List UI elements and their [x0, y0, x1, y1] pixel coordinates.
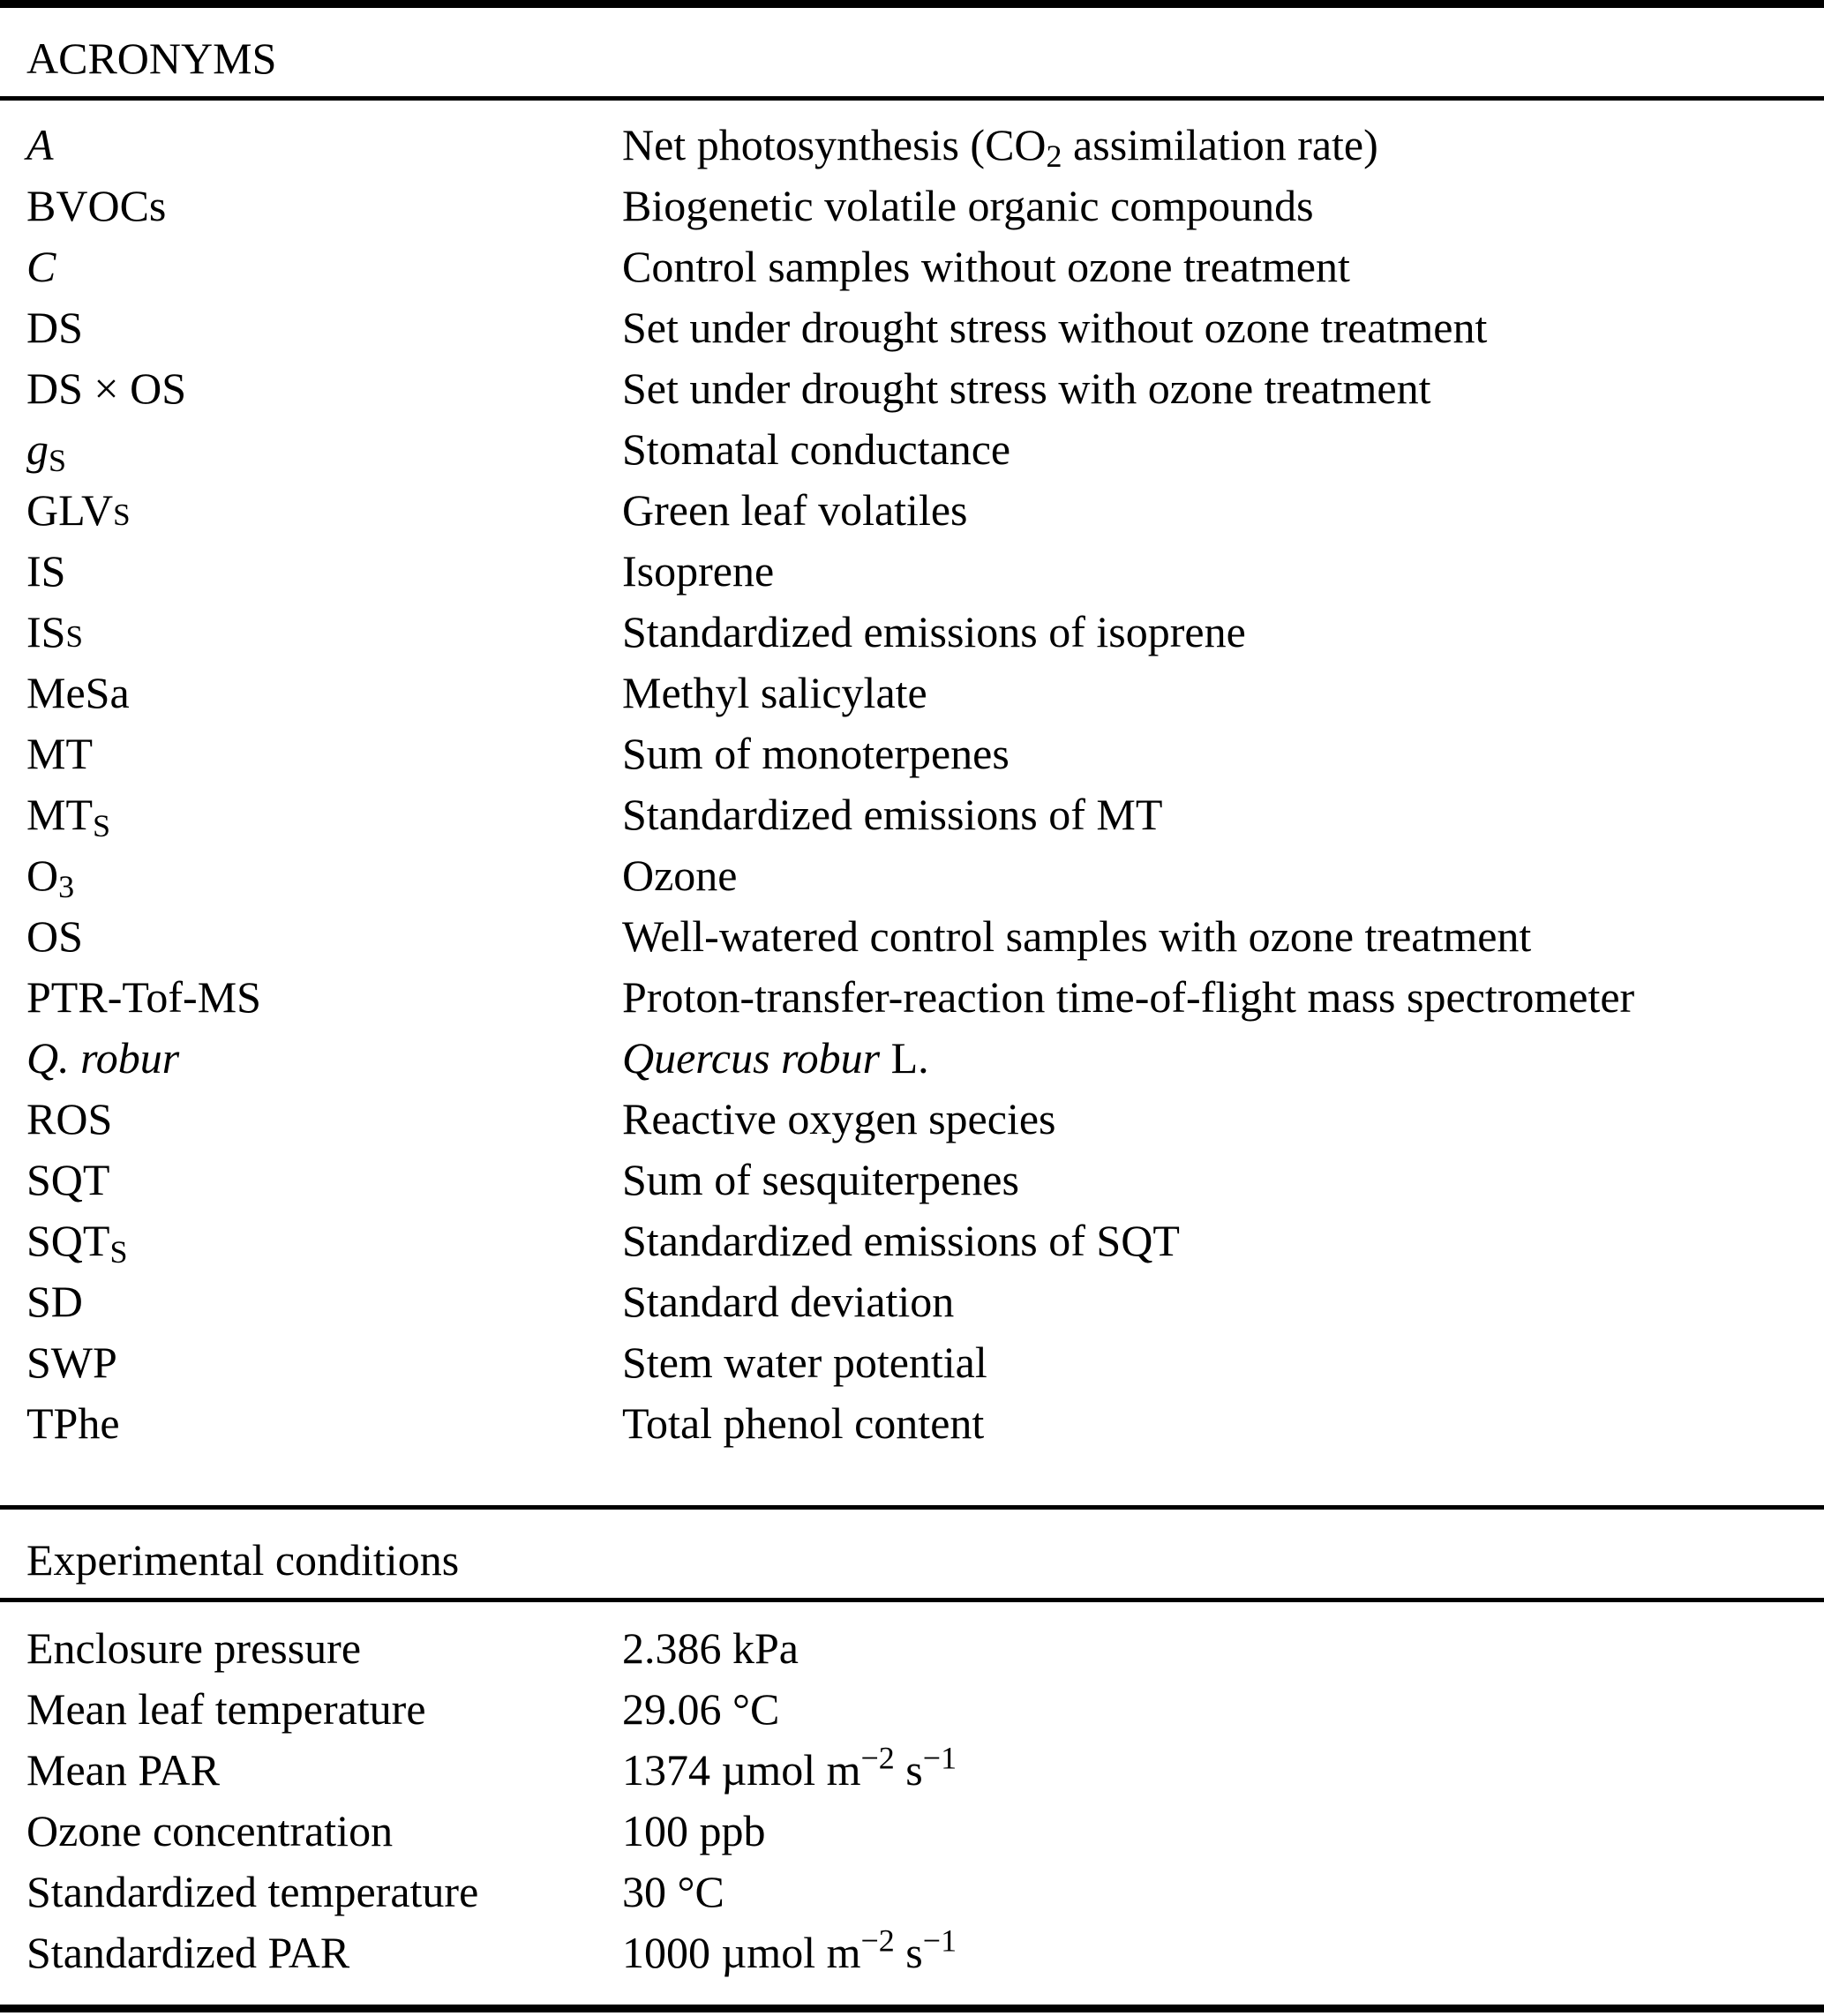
acronym-row [26, 176, 1815, 236]
text-segment: Standardized PAR [26, 1928, 350, 1977]
acronym-definition [622, 1089, 1815, 1150]
text-segment: s [65, 607, 83, 656]
acronym-definition [622, 176, 1815, 236]
text-segment: MT [26, 790, 93, 839]
text-segment: MT [26, 729, 93, 778]
acronym-definition [622, 723, 1815, 784]
text-segment: SQT [26, 1216, 110, 1265]
text-segment: assimilation rate) [1062, 120, 1378, 169]
text-segment: Standardized temperature [26, 1867, 479, 1916]
text-segment: O [26, 851, 59, 900]
acronym-row [26, 1393, 1815, 1454]
condition-label [26, 1922, 622, 1983]
acronym-definition [622, 358, 1815, 419]
text-segment: Sum of monoterpenes [622, 729, 1010, 778]
text-segment: Methyl salicylate [622, 668, 927, 717]
acronym-row [26, 602, 1815, 663]
text-segment: DS [26, 303, 83, 352]
text-segment: Isoprene [622, 546, 775, 596]
condition-row [26, 1922, 1815, 1983]
text-segment: 3 [58, 868, 75, 904]
acronym-row [26, 663, 1815, 723]
text-segment: 2.386 kPa [622, 1623, 799, 1673]
text-segment: DS × OS [26, 363, 187, 413]
text-segment: 100 ppb [622, 1806, 766, 1855]
text-segment: Reactive oxygen species [622, 1094, 1056, 1143]
text-segment: Proton-transfer-reaction time-of-flight mass spectrometer [622, 972, 1635, 1022]
text-segment: Mean PAR [26, 1745, 221, 1795]
top-rule [0, 0, 1824, 8]
acronym-definition [622, 602, 1815, 663]
text-segment: GLV [26, 485, 114, 535]
text-segment: Total phenol content [622, 1398, 985, 1448]
text-segment: L. [880, 1033, 929, 1083]
text-segment: SD [26, 1277, 83, 1326]
acronym-abbr [26, 1150, 622, 1210]
acronym-abbr [26, 115, 622, 176]
text-segment: Sum of sesquiterpenes [622, 1155, 1019, 1204]
text-segment: MeSa [26, 668, 130, 717]
acronym-abbr [26, 480, 622, 541]
text-segment: 30 °C [622, 1867, 724, 1916]
text-segment: Quercus robur [622, 1033, 881, 1083]
text-segment: Stomatal conductance [622, 424, 1011, 474]
condition-value [622, 1740, 1815, 1801]
text-segment: Standardized emissions of SQT [622, 1216, 1180, 1265]
text-segment: −1 [922, 1740, 957, 1776]
acronym-row [26, 358, 1815, 419]
text-segment: 1374 µmol m [622, 1745, 861, 1795]
acronym-abbr [26, 1332, 622, 1393]
bottom-rule [0, 2005, 1824, 2012]
text-segment: BVOCs [26, 181, 167, 230]
condition-row [26, 1618, 1815, 1679]
condition-row [26, 1740, 1815, 1801]
condition-value [622, 1922, 1815, 1983]
acronym-definition [622, 115, 1815, 176]
acronym-row [26, 845, 1815, 906]
condition-label [26, 1862, 622, 1922]
acronyms-section-title: ACRONYMS [26, 34, 277, 83]
text-segment: C [26, 242, 56, 291]
text-segment: s [113, 485, 131, 535]
acronym-definition [622, 480, 1815, 541]
acronym-definition [622, 784, 1815, 845]
acronym-abbr [26, 602, 622, 663]
text-segment: IS [26, 546, 66, 596]
acronym-row [26, 1271, 1815, 1332]
acronym-definition [622, 1150, 1815, 1210]
text-segment: Mean leaf temperature [26, 1684, 426, 1734]
acronym-definition [622, 297, 1815, 358]
text-segment: IS [26, 607, 66, 656]
text-segment: Ozone concentration [26, 1806, 394, 1855]
text-segment: SWP [26, 1338, 117, 1387]
acronym-abbr [26, 236, 622, 297]
acronym-abbr [26, 845, 622, 906]
condition-row [26, 1862, 1815, 1922]
text-segment: S [109, 1233, 128, 1270]
acronym-definition [622, 1271, 1815, 1332]
acronym-row [26, 236, 1815, 297]
text-segment: TPhe [26, 1398, 120, 1448]
acronym-row [26, 541, 1815, 602]
text-segment: Q. robur [26, 1033, 180, 1083]
text-segment: ROS [26, 1094, 113, 1143]
acronym-row [26, 297, 1815, 358]
text-segment: OS [26, 911, 83, 961]
text-segment: S [93, 807, 111, 843]
text-segment: Well-watered control samples with ozone treatment [622, 911, 1532, 961]
conditions-list [0, 1602, 1824, 2005]
text-segment: Control samples without ozone treatment [622, 242, 1350, 291]
acronym-definition [622, 967, 1815, 1028]
condition-value [622, 1618, 1815, 1679]
acronym-abbr [26, 723, 622, 784]
text-segment: g [26, 424, 49, 474]
conditions-section-title: Experimental conditions [26, 1535, 460, 1585]
acronym-definition [622, 1332, 1815, 1393]
text-segment: Ozone [622, 851, 738, 900]
acronym-abbr [26, 1393, 622, 1454]
acronym-row [26, 906, 1815, 967]
acronym-abbr [26, 1210, 622, 1271]
condition-row [26, 1679, 1815, 1740]
text-segment: Set under drought stress with ozone treatment [622, 363, 1431, 413]
acronym-row [26, 480, 1815, 541]
acronym-row [26, 1089, 1815, 1150]
text-segment: −1 [922, 1922, 957, 1959]
acronym-abbr [26, 1271, 622, 1332]
acronym-abbr [26, 906, 622, 967]
text-segment: −2 [860, 1740, 895, 1776]
text-segment: 1000 µmol m [622, 1928, 861, 1977]
acronym-abbr [26, 1028, 622, 1089]
text-segment: s [894, 1745, 923, 1795]
text-segment: Standardized emissions of MT [622, 790, 1163, 839]
condition-label [26, 1740, 622, 1801]
acronym-abbr [26, 967, 622, 1028]
acronym-row [26, 1332, 1815, 1393]
text-segment: 29.06 °C [622, 1684, 780, 1734]
text-segment: Green leaf volatiles [622, 485, 968, 535]
acronym-row [26, 784, 1815, 845]
acronym-definition [622, 236, 1815, 297]
text-segment: S [49, 442, 67, 478]
acronym-definition [622, 1393, 1815, 1454]
acronym-abbr [26, 541, 622, 602]
acronym-row [26, 967, 1815, 1028]
text-segment: Standardized emissions of isoprene [622, 607, 1246, 656]
acronym-row [26, 723, 1815, 784]
acronym-definition [622, 663, 1815, 723]
condition-label [26, 1801, 622, 1862]
acronym-row [26, 115, 1815, 176]
condition-value [622, 1862, 1815, 1922]
text-segment: −2 [860, 1922, 895, 1959]
text-segment: Net photosynthesis (CO [622, 120, 1047, 169]
acronym-abbr [26, 358, 622, 419]
condition-label [26, 1618, 622, 1679]
acronyms-list [0, 101, 1824, 1505]
text-segment: 2 [1046, 138, 1062, 174]
acronym-definition [622, 1210, 1815, 1271]
acronym-row [26, 1150, 1815, 1210]
condition-label [26, 1679, 622, 1740]
acronym-definition [622, 419, 1815, 480]
acronym-abbr [26, 663, 622, 723]
text-segment: Biogenetic volatile organic compounds [622, 181, 1314, 230]
acronym-definition [622, 541, 1815, 602]
acronym-abbr [26, 176, 622, 236]
condition-value [622, 1801, 1815, 1862]
acronym-definition [622, 1028, 1815, 1089]
text-segment: Stem water potential [622, 1338, 987, 1387]
acronym-row [26, 419, 1815, 480]
acronym-abbr [26, 419, 622, 480]
text-segment: SQT [26, 1155, 110, 1204]
acronym-definition [622, 906, 1815, 967]
text-segment: Set under drought stress without ozone treatment [622, 303, 1488, 352]
text-segment: s [894, 1928, 923, 1977]
text-segment: Enclosure pressure [26, 1623, 362, 1673]
acronym-abbr [26, 1089, 622, 1150]
condition-row [26, 1801, 1815, 1862]
text-segment: PTR-Tof-MS [26, 972, 261, 1022]
acronym-definition [622, 845, 1815, 906]
text-segment: A [26, 120, 54, 169]
acronym-row [26, 1028, 1815, 1089]
condition-value [622, 1679, 1815, 1740]
acronym-abbr [26, 784, 622, 845]
acronym-abbr [26, 297, 622, 358]
text-segment: Standard deviation [622, 1277, 955, 1326]
acronym-row [26, 1210, 1815, 1271]
